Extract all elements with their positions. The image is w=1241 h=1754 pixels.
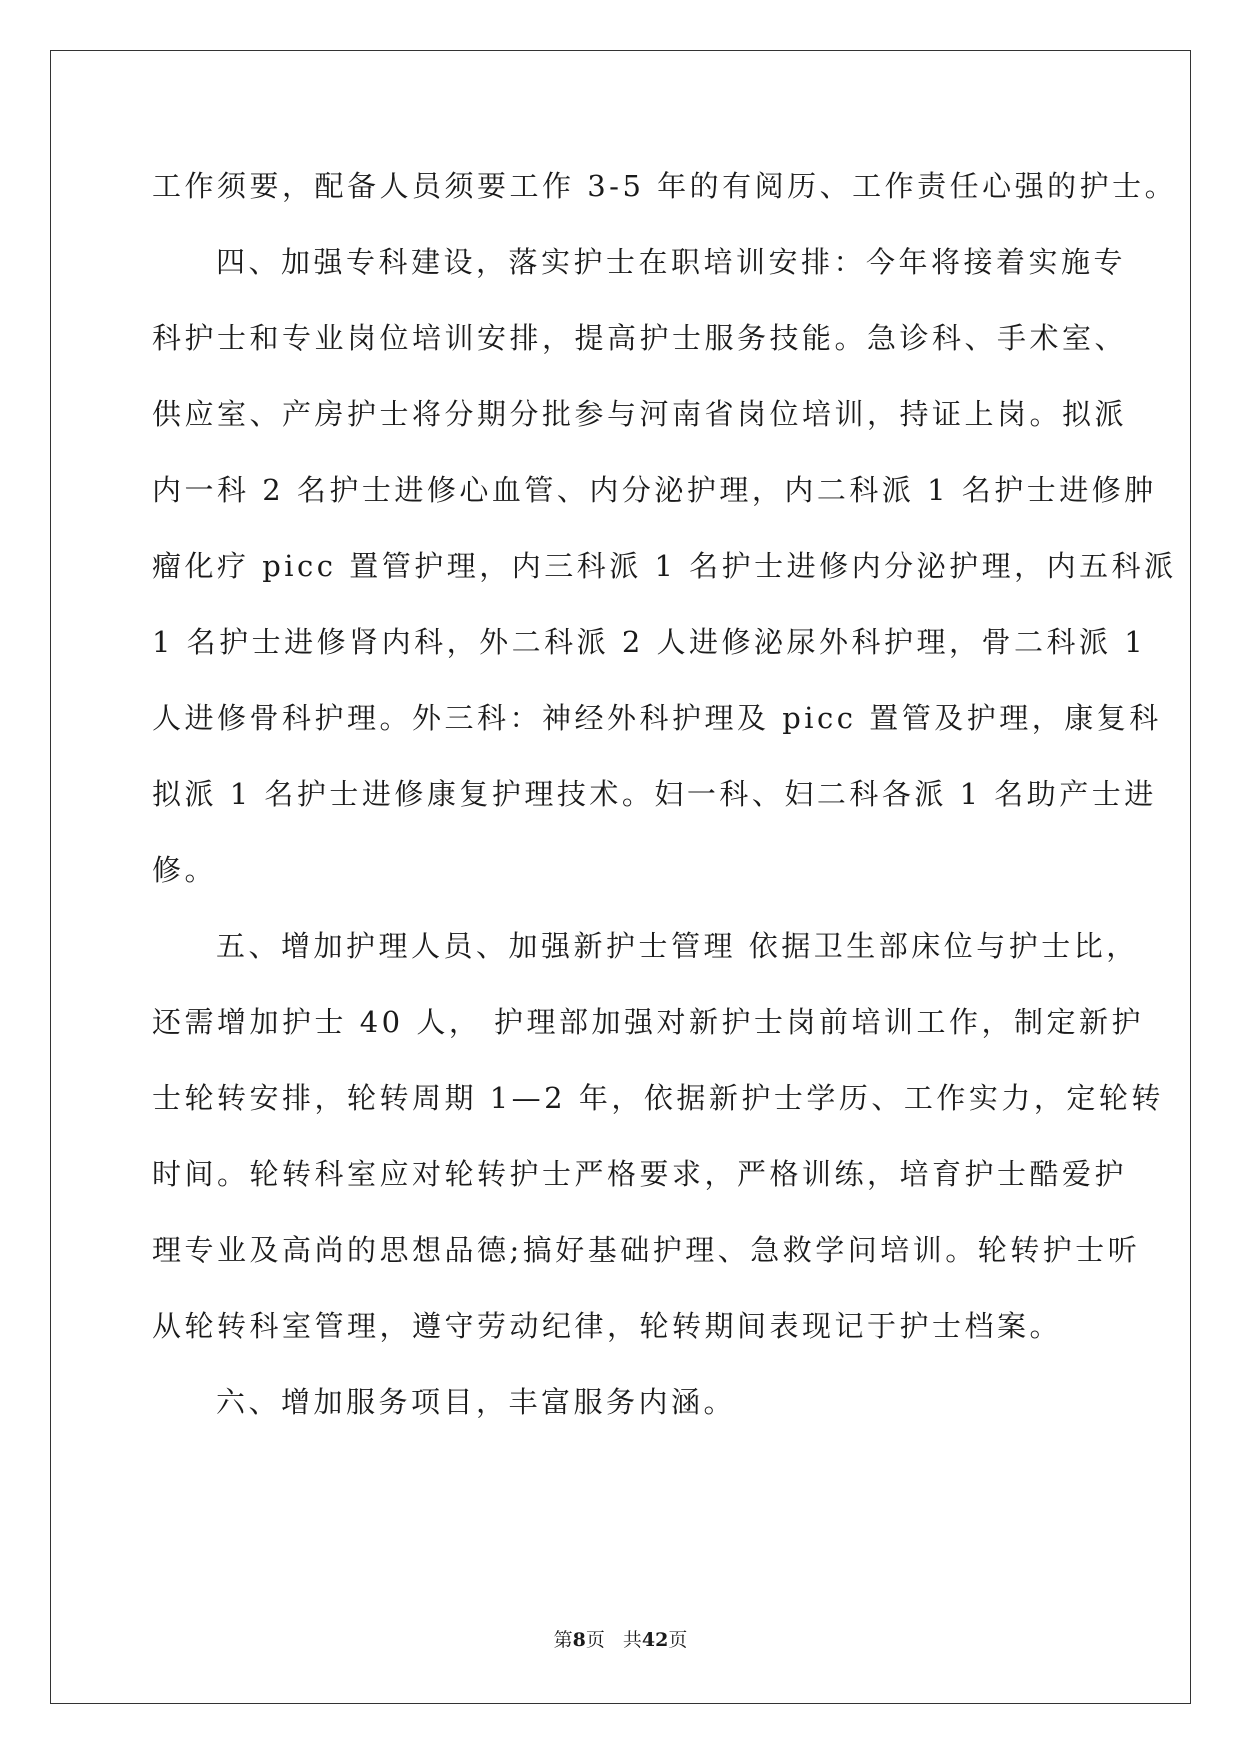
text-line: 从轮转科室管理，遵守劳动纪律，轮转期间表现记于护士档案。 (152, 1309, 1063, 1343)
page-label-suffix: 页 (585, 1629, 605, 1651)
text-line: 理专业及高尚的思想品德;搞好基础护理、急救学问培训。轮转护士听 (152, 1233, 1141, 1267)
document-body (152, 164, 1178, 1456)
text-line: 士轮转安排，轮转周期 1—2 年，依据新护士学历、工作实力，定轮转 (152, 1081, 1164, 1115)
page-footer (0, 1628, 1241, 1652)
page-label-prefix: 第 (553, 1629, 573, 1651)
text-line: 供应室、产房护士将分期分批参与河南省岗位培训，持证上岗。拟派 (152, 397, 1128, 431)
text-line: 瘤化疗 picc 置管护理，内三科派 1 名护士进修内分泌护理，内五科派 (152, 549, 1177, 583)
section-heading-5: 五、增加护理人员、加强新护士管理 依据卫生部床位与护士比， (216, 929, 1139, 963)
text-line: 时间。轮转科室应对轮转护士严格要求，严格训练，培育护士酷爱护 (152, 1157, 1128, 1191)
text-line: 人进修骨科护理。外三科：神经外科护理及 picc 置管及护理，康复科 (152, 701, 1162, 735)
text-line: 科护士和专业岗位培训安排，提高护士服务技能。急诊科、手术室、 (152, 321, 1128, 355)
text-line: 修。 (152, 853, 218, 887)
text-line: 内一科 2 名护士进修心血管、内分泌护理，内二科派 1 名护士进修肿 (152, 473, 1157, 507)
total-pages: 42 (641, 1629, 669, 1651)
page-number: 8 (572, 1629, 586, 1651)
section-heading-6: 六、增加服务项目，丰富服务内涵。 (216, 1385, 737, 1419)
section-heading-4: 四、加强专科建设，落实护士在职培训安排：今年将接着实施专 (216, 245, 1127, 279)
text-line: 1 名护士进修肾内科，外二科派 2 人进修泌尿外科护理，骨二科派 1 (152, 625, 1147, 659)
text-line: 工作须要，配备人员须要工作 3-5 年的有阅历、工作责任心强的护士。 (152, 169, 1178, 203)
text-line: 还需增加护士 40 人， 护理部加强对新护士岗前培训工作，制定新护 (152, 1005, 1145, 1039)
total-label-prefix: 共 (622, 1629, 642, 1651)
text-line: 拟派 1 名护士进修康复护理技术。妇一科、妇二科各派 1 名助产士进 (152, 777, 1157, 811)
total-label-suffix: 页 (668, 1629, 688, 1651)
